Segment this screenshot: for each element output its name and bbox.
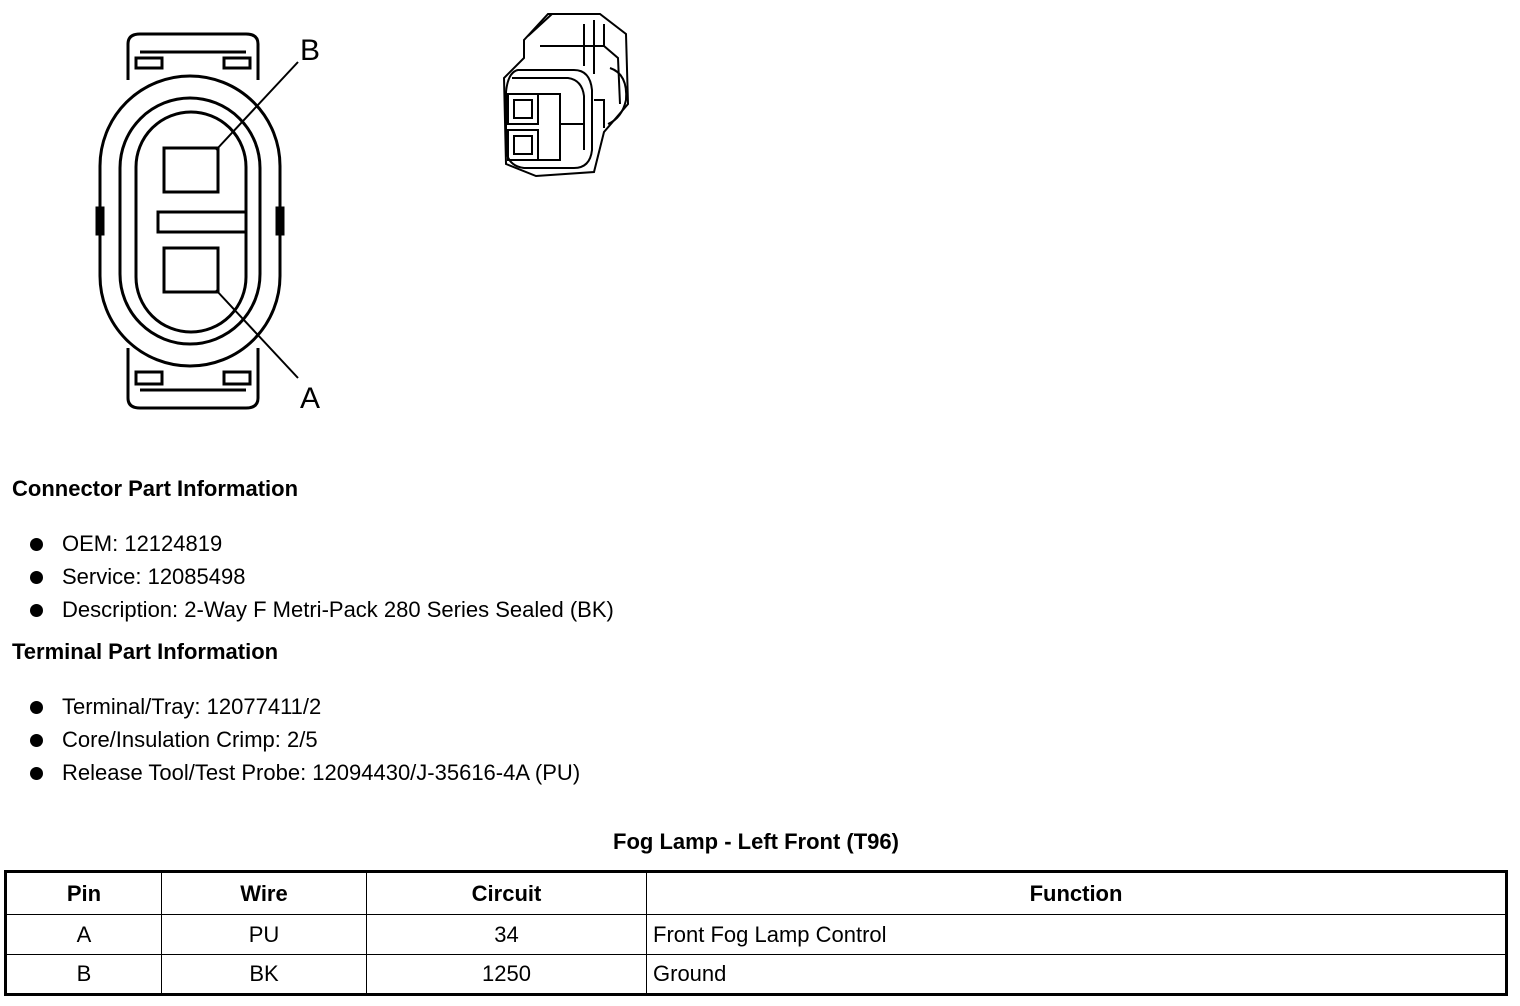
cell-circuit: 1250 [367, 955, 647, 995]
cell-wire: PU [162, 915, 367, 955]
terminal-release-tool: Release Tool/Test Probe: 12094430/J-35616-4A (PU) [62, 760, 581, 785]
bullet-icon [30, 571, 43, 584]
connector-service: Service: 12085498 [62, 564, 246, 589]
bullet-icon [30, 604, 43, 617]
pinout-table [4, 870, 1508, 996]
list-item [30, 564, 614, 597]
terminal-info-list [30, 694, 580, 793]
pin-label-a: A [300, 382, 321, 415]
cell-pin: A [6, 915, 162, 955]
cell-circuit: 34 [367, 915, 647, 955]
list-item [30, 727, 580, 760]
connector-description: Description: 2-Way F Metri-Pack 280 Series Sealed (BK) [62, 597, 614, 622]
connector-iso-view [504, 14, 628, 176]
header-pin: Pin [6, 872, 162, 915]
cell-function: Ground [647, 955, 1507, 995]
bullet-icon [30, 701, 43, 714]
header-function: Function [647, 872, 1507, 915]
cell-wire: BK [162, 955, 367, 995]
pin-label-b: B [300, 34, 321, 67]
bullet-icon [30, 734, 43, 747]
cell-function: Front Fog Lamp Control [647, 915, 1507, 955]
connector-oem: OEM: 12124819 [62, 531, 223, 556]
bullet-icon [30, 538, 43, 551]
terminal-crimp: Core/Insulation Crimp: 2/5 [62, 727, 318, 752]
list-item [30, 531, 614, 564]
list-item [30, 694, 580, 727]
list-item [30, 760, 580, 793]
terminal-tray: Terminal/Tray: 12077411/2 [62, 694, 322, 719]
connector-info-list [30, 531, 614, 630]
table-header-row [6, 872, 1507, 915]
terminal-info-heading: Terminal Part Information [12, 639, 279, 664]
table-row [6, 915, 1507, 955]
connector-face-view [97, 34, 298, 408]
header-circuit: Circuit [367, 872, 647, 915]
list-item [30, 597, 614, 630]
connector-info-heading: Connector Part Information [12, 476, 299, 501]
table-title: Fog Lamp - Left Front (T96) [613, 829, 899, 854]
header-wire: Wire [162, 872, 367, 915]
table-row [6, 955, 1507, 995]
bullet-icon [30, 767, 43, 780]
cell-pin: B [6, 955, 162, 995]
connector-diagram [0, 0, 700, 440]
